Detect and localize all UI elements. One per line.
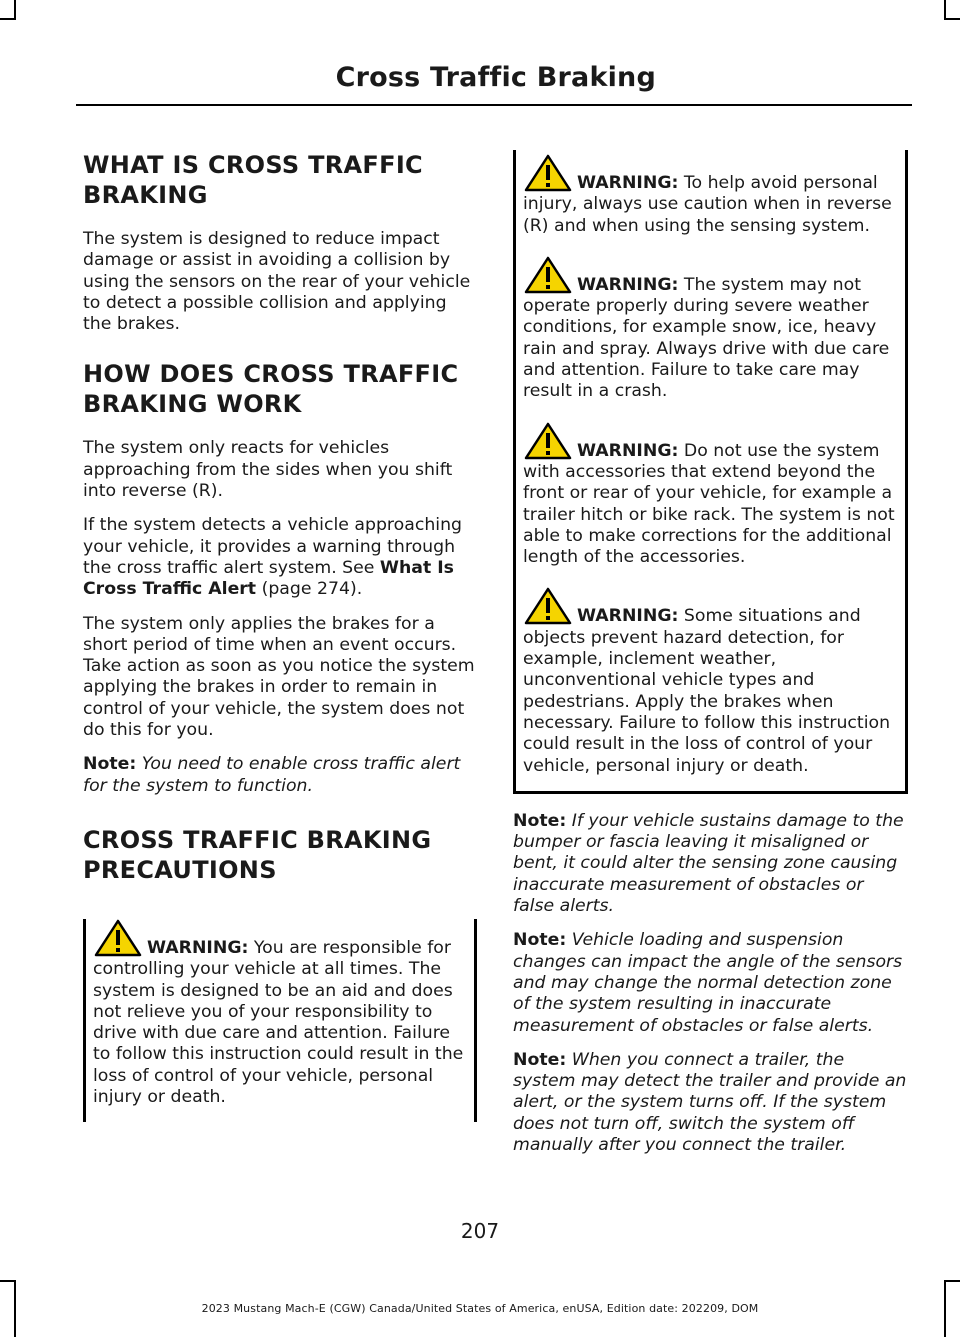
note-text: You need to enable cross traffic alert for the system to function. <box>83 754 461 796</box>
section-heading-precautions: CROSS TRAFFIC BRAKING PRECAUTIONS <box>83 825 432 884</box>
note <box>83 754 477 797</box>
warning-triangle-icon <box>523 422 573 460</box>
warning-text: Do not use the system with accessories that extend beyond the front or rear of your vehicle, for example a trailer hitch or bike rack. The system is not able to make corrections for the additional length of the accessories. <box>523 440 895 568</box>
page-header-title: Cross Traffic Braking <box>335 62 656 93</box>
warning-triangle-icon <box>93 919 143 957</box>
page-number: 207 <box>460 1219 500 1243</box>
crop-mark <box>944 0 946 20</box>
left-column <box>83 150 477 1122</box>
crop-mark <box>944 1280 960 1282</box>
warning-label: WARNING: <box>577 606 679 627</box>
warning-triangle-icon <box>523 256 573 294</box>
paragraph-text: If the system detects a vehicle approaching your vehicle, it provides a warning through the cross traffic alert system. See <box>83 515 462 578</box>
paragraph: The system is designed to reduce impact damage or assist in avoiding a collision by using the sensors on the rear of your vehicle to detect a possible collision and applying the brakes. <box>83 229 471 335</box>
warning-label: WARNING: <box>577 173 679 193</box>
warning <box>523 256 898 403</box>
warning-text: Some situations and objects prevent hazard detection, for example, inclement weather, unconventional vehicle types and pedestrians. Apply the brakes when necessary. Failure to follow this instruction could result in the loss of control of your vehicle, personal injury or death. <box>523 606 891 776</box>
crop-mark <box>0 18 16 20</box>
warning <box>523 587 898 776</box>
crop-mark <box>14 0 16 20</box>
warning-text: The system may not operate properly during severe weather conditions, for example snow, ice, heavy rain and spray. Always drive with due care and attention. Failure to take care may result in a crash. <box>523 274 890 402</box>
note-label: Note: <box>513 930 567 951</box>
warning <box>523 422 898 569</box>
paragraph: The system only reacts for vehicles approaching from the sides when you shift into reverse (R). <box>83 438 453 502</box>
warning-triangle-icon <box>523 154 573 192</box>
paragraph-with-reference <box>83 515 477 600</box>
warning-text: To help avoid personal injury, always use caution when in reverse (R) and when using the sensing system. <box>523 173 892 236</box>
warning-triangle-icon <box>523 587 573 625</box>
warning-box <box>83 919 477 1122</box>
warning-label: WARNING: <box>147 937 249 958</box>
note-text: Vehicle loading and suspension changes can impact the angle of the sensors and may change the normal detection zone of the system resulting in inaccurate measurement of obstacles or false alerts. <box>513 930 903 1036</box>
note-text: If your vehicle sustains damage to the bumper or fascia leaving it misaligned or bent, it could alter the sensing zone causing inaccurate measurement of obstacles or false alerts. <box>513 810 904 917</box>
warning <box>93 919 467 1108</box>
section-heading-how-does: HOW DOES CROSS TRAFFIC BRAKING WORK <box>83 360 459 419</box>
right-column <box>513 150 908 1169</box>
crop-mark <box>944 18 960 20</box>
note-label: Note: <box>513 1049 567 1070</box>
warning-label: WARNING: <box>577 274 679 295</box>
cross-reference-link[interactable]: What Is Cross Traffic Alert <box>83 557 454 600</box>
warning <box>523 154 898 237</box>
page-reference: (page 274). <box>256 579 363 600</box>
warning-text: You are responsible for controlling your vehicle at all times. The system is designed to be an aid and does not relieve you of your responsibility to drive with due care and attention. Failure to follow this instruction could result in the loss of control of your vehicle, personal injury or death. <box>93 937 464 1108</box>
note <box>513 930 908 1036</box>
header-divider <box>76 104 912 106</box>
warning-label: WARNING: <box>577 440 679 461</box>
crop-mark <box>0 1280 16 1282</box>
warning-box <box>513 150 908 794</box>
note-text: When you connect a trailer, the system may detect the trailer and provide an alert, or the system turns off. If the system does not turn off, switch the system off manually after you connect the trailer. <box>513 1049 907 1155</box>
footer-edition-info: 2023 Mustang Mach-E (CGW) Canada/United States of America, enUSA, Edition date: 202209, DOM <box>201 1302 759 1315</box>
section-heading-what-is: WHAT IS CROSS TRAFFIC BRAKING <box>83 151 423 209</box>
note <box>513 811 908 917</box>
paragraph: The system only applies the brakes for a short period of time when an event occurs. Take action as soon as you notice the system applying the brakes in order to remain in control of your vehicle, the system does not do this for you. <box>83 613 475 741</box>
note <box>513 1050 908 1156</box>
note-label: Note: <box>513 810 567 831</box>
note-label: Note: <box>83 754 137 775</box>
